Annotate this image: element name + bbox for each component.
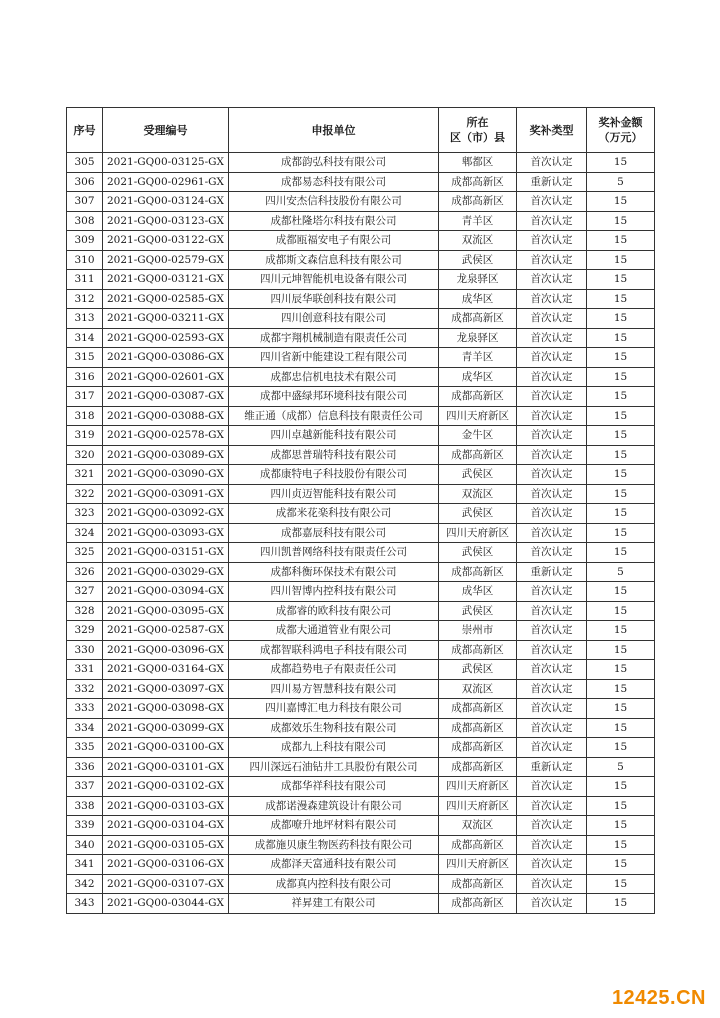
cell-unit: 四川卓越新能科技有限公司	[229, 426, 439, 446]
cell-seq: 326	[67, 562, 103, 582]
cell-amount: 15	[587, 250, 655, 270]
cell-district: 成都高新区	[439, 445, 517, 465]
cell-district: 四川天府新区	[439, 777, 517, 797]
cell-unit: 成都杜隆塔尔科技有限公司	[229, 211, 439, 231]
cell-seq: 337	[67, 777, 103, 797]
cell-district: 武侯区	[439, 465, 517, 485]
cell-unit: 成都易态科技有限公司	[229, 172, 439, 192]
table-row	[67, 153, 655, 173]
table-row	[67, 562, 655, 582]
cell-district: 武侯区	[439, 250, 517, 270]
cell-amount: 15	[587, 309, 655, 329]
cell-type: 首次认定	[517, 894, 587, 914]
cell-seq: 321	[67, 465, 103, 485]
cell-type: 首次认定	[517, 328, 587, 348]
cell-accept-no: 2021-GQ00-02961-GX	[103, 172, 229, 192]
cell-seq: 324	[67, 523, 103, 543]
table-row	[67, 250, 655, 270]
cell-unit: 四川智博内控科技有限公司	[229, 582, 439, 602]
cell-district: 四川天府新区	[439, 523, 517, 543]
table-row	[67, 621, 655, 641]
cell-accept-no: 2021-GQ00-03089-GX	[103, 445, 229, 465]
cell-unit: 四川易方智慧科技有限公司	[229, 679, 439, 699]
table-row	[67, 172, 655, 192]
cell-district: 成华区	[439, 582, 517, 602]
cell-type: 首次认定	[517, 211, 587, 231]
header-amount-line2: （万元）	[598, 131, 643, 144]
cell-amount: 15	[587, 543, 655, 563]
cell-district: 武侯区	[439, 543, 517, 563]
cell-accept-no: 2021-GQ00-03164-GX	[103, 660, 229, 680]
table-row	[67, 543, 655, 563]
cell-accept-no: 2021-GQ00-03125-GX	[103, 153, 229, 173]
cell-type: 首次认定	[517, 309, 587, 329]
cell-type: 重新认定	[517, 172, 587, 192]
table-row	[67, 796, 655, 816]
cell-type: 首次认定	[517, 426, 587, 446]
cell-amount: 15	[587, 211, 655, 231]
cell-seq: 338	[67, 796, 103, 816]
cell-seq: 309	[67, 231, 103, 251]
cell-district: 武侯区	[439, 660, 517, 680]
cell-district: 成都高新区	[439, 757, 517, 777]
cell-type: 首次认定	[517, 621, 587, 641]
cell-accept-no: 2021-GQ00-03105-GX	[103, 835, 229, 855]
cell-accept-no: 2021-GQ00-03106-GX	[103, 855, 229, 875]
cell-seq: 320	[67, 445, 103, 465]
cell-amount: 15	[587, 621, 655, 641]
cell-seq: 314	[67, 328, 103, 348]
cell-unit: 祥昇建工有限公司	[229, 894, 439, 914]
cell-seq: 325	[67, 543, 103, 563]
cell-amount: 15	[587, 445, 655, 465]
cell-seq: 329	[67, 621, 103, 641]
cell-amount: 5	[587, 562, 655, 582]
cell-district: 郫都区	[439, 153, 517, 173]
cell-seq: 335	[67, 738, 103, 758]
cell-seq: 310	[67, 250, 103, 270]
cell-seq: 307	[67, 192, 103, 212]
cell-district: 成都高新区	[439, 874, 517, 894]
table-row	[67, 874, 655, 894]
cell-seq: 327	[67, 582, 103, 602]
cell-amount: 15	[587, 523, 655, 543]
cell-seq: 334	[67, 718, 103, 738]
table-row	[67, 289, 655, 309]
cell-seq: 312	[67, 289, 103, 309]
cell-amount: 5	[587, 757, 655, 777]
cell-district: 青羊区	[439, 348, 517, 368]
cell-type: 首次认定	[517, 484, 587, 504]
cell-amount: 15	[587, 640, 655, 660]
cell-seq: 308	[67, 211, 103, 231]
cell-type: 首次认定	[517, 777, 587, 797]
cell-type: 首次认定	[517, 504, 587, 524]
table-row	[67, 270, 655, 290]
table-header-row	[67, 108, 655, 153]
cell-district: 成都高新区	[439, 192, 517, 212]
cell-accept-no: 2021-GQ00-02578-GX	[103, 426, 229, 446]
cell-unit: 成都效乐生物科技有限公司	[229, 718, 439, 738]
cell-unit: 成都韵弘科技有限公司	[229, 153, 439, 173]
cell-unit: 四川辰华联创科技有限公司	[229, 289, 439, 309]
cell-unit: 成都华祥科技有限公司	[229, 777, 439, 797]
cell-district: 四川天府新区	[439, 796, 517, 816]
cell-unit: 成都睿的欧科技有限公司	[229, 601, 439, 621]
cell-unit: 成都宇翔机械制造有限责任公司	[229, 328, 439, 348]
cell-unit: 四川贞迈智能科技有限公司	[229, 484, 439, 504]
cell-amount: 15	[587, 738, 655, 758]
cell-amount: 15	[587, 231, 655, 251]
cell-type: 首次认定	[517, 387, 587, 407]
cell-amount: 15	[587, 153, 655, 173]
cell-seq: 330	[67, 640, 103, 660]
cell-unit: 四川安杰信科技股份有限公司	[229, 192, 439, 212]
cell-seq: 316	[67, 367, 103, 387]
cell-type: 首次认定	[517, 640, 587, 660]
cell-amount: 15	[587, 816, 655, 836]
table-row	[67, 367, 655, 387]
cell-accept-no: 2021-GQ00-03093-GX	[103, 523, 229, 543]
cell-unit: 成都趋势电子有限责任公司	[229, 660, 439, 680]
cell-amount: 15	[587, 192, 655, 212]
cell-seq: 336	[67, 757, 103, 777]
cell-unit: 四川元坤智能机电设备有限公司	[229, 270, 439, 290]
table-row	[67, 855, 655, 875]
cell-district: 四川天府新区	[439, 855, 517, 875]
cell-district: 成都高新区	[439, 309, 517, 329]
cell-accept-no: 2021-GQ00-02585-GX	[103, 289, 229, 309]
cell-seq: 343	[67, 894, 103, 914]
table-row	[67, 387, 655, 407]
cell-district: 成都高新区	[439, 172, 517, 192]
cell-accept-no: 2021-GQ00-03088-GX	[103, 406, 229, 426]
table-row	[67, 601, 655, 621]
cell-accept-no: 2021-GQ00-02579-GX	[103, 250, 229, 270]
cell-amount: 15	[587, 894, 655, 914]
cell-accept-no: 2021-GQ00-03107-GX	[103, 874, 229, 894]
cell-amount: 15	[587, 874, 655, 894]
table-row	[67, 757, 655, 777]
table-row	[67, 445, 655, 465]
cell-unit: 维正通（成都）信息科技有限责任公司	[229, 406, 439, 426]
cell-type: 重新认定	[517, 562, 587, 582]
cell-type: 首次认定	[517, 835, 587, 855]
cell-seq: 317	[67, 387, 103, 407]
cell-district: 双流区	[439, 679, 517, 699]
cell-accept-no: 2021-GQ00-03121-GX	[103, 270, 229, 290]
cell-accept-no: 2021-GQ00-03044-GX	[103, 894, 229, 914]
cell-district: 成都高新区	[439, 894, 517, 914]
cell-type: 首次认定	[517, 816, 587, 836]
header-district	[439, 108, 517, 153]
cell-unit: 成都瓯福安电子有限公司	[229, 231, 439, 251]
cell-type: 首次认定	[517, 231, 587, 251]
cell-district: 成都高新区	[439, 718, 517, 738]
cell-amount: 15	[587, 426, 655, 446]
cell-district: 龙泉驿区	[439, 328, 517, 348]
cell-amount: 15	[587, 601, 655, 621]
header-accept-no: 受理编号	[103, 108, 229, 153]
header-type: 奖补类型	[517, 108, 587, 153]
cell-district: 成华区	[439, 289, 517, 309]
table-row	[67, 660, 655, 680]
table-row	[67, 192, 655, 212]
cell-amount: 15	[587, 406, 655, 426]
cell-accept-no: 2021-GQ00-03151-GX	[103, 543, 229, 563]
cell-type: 首次认定	[517, 874, 587, 894]
cell-district: 崇州市	[439, 621, 517, 641]
cell-type: 首次认定	[517, 465, 587, 485]
table-row	[67, 406, 655, 426]
cell-district: 成都高新区	[439, 699, 517, 719]
cell-type: 首次认定	[517, 406, 587, 426]
table-row	[67, 211, 655, 231]
table-row	[67, 816, 655, 836]
cell-accept-no: 2021-GQ00-03100-GX	[103, 738, 229, 758]
table-row	[67, 348, 655, 368]
cell-unit: 成都思普瑞特科技有限公司	[229, 445, 439, 465]
cell-district: 双流区	[439, 484, 517, 504]
cell-accept-no: 2021-GQ00-03124-GX	[103, 192, 229, 212]
table-row	[67, 465, 655, 485]
cell-seq: 313	[67, 309, 103, 329]
cell-amount: 15	[587, 348, 655, 368]
table-row	[67, 894, 655, 914]
cell-unit: 成都嘹升地坪材料有限公司	[229, 816, 439, 836]
cell-district: 成都高新区	[439, 640, 517, 660]
header-seq: 序号	[67, 108, 103, 153]
cell-amount: 15	[587, 504, 655, 524]
cell-amount: 15	[587, 660, 655, 680]
cell-unit: 成都中盛绿邦环境科技有限公司	[229, 387, 439, 407]
cell-accept-no: 2021-GQ00-03103-GX	[103, 796, 229, 816]
table-row	[67, 328, 655, 348]
cell-accept-no: 2021-GQ00-03092-GX	[103, 504, 229, 524]
cell-district: 成华区	[439, 367, 517, 387]
cell-type: 首次认定	[517, 192, 587, 212]
cell-unit: 成都嘉辰科技有限公司	[229, 523, 439, 543]
cell-seq: 319	[67, 426, 103, 446]
cell-unit: 四川省新中能建设工程有限公司	[229, 348, 439, 368]
cell-unit: 四川创意科技有限公司	[229, 309, 439, 329]
cell-type: 首次认定	[517, 582, 587, 602]
cell-type: 首次认定	[517, 270, 587, 290]
table-row	[67, 640, 655, 660]
cell-amount: 15	[587, 796, 655, 816]
cell-seq: 332	[67, 679, 103, 699]
cell-accept-no: 2021-GQ00-03087-GX	[103, 387, 229, 407]
cell-seq: 305	[67, 153, 103, 173]
cell-district: 双流区	[439, 231, 517, 251]
cell-unit: 成都科衡环保技术有限公司	[229, 562, 439, 582]
cell-unit: 成都泽天富通科技有限公司	[229, 855, 439, 875]
table-row	[67, 484, 655, 504]
cell-unit: 成都智联科鸿电子科技有限公司	[229, 640, 439, 660]
cell-seq: 315	[67, 348, 103, 368]
cell-accept-no: 2021-GQ00-03086-GX	[103, 348, 229, 368]
cell-unit: 成都真内控科技有限公司	[229, 874, 439, 894]
cell-district: 四川天府新区	[439, 406, 517, 426]
cell-seq: 323	[67, 504, 103, 524]
cell-type: 首次认定	[517, 699, 587, 719]
cell-seq: 306	[67, 172, 103, 192]
cell-district: 成都高新区	[439, 387, 517, 407]
cell-type: 首次认定	[517, 153, 587, 173]
cell-amount: 15	[587, 679, 655, 699]
cell-type: 首次认定	[517, 523, 587, 543]
cell-amount: 15	[587, 367, 655, 387]
table-row	[67, 718, 655, 738]
cell-district: 成都高新区	[439, 562, 517, 582]
cell-type: 首次认定	[517, 718, 587, 738]
cell-seq: 331	[67, 660, 103, 680]
cell-unit: 成都九上科技有限公司	[229, 738, 439, 758]
cell-seq: 318	[67, 406, 103, 426]
cell-type: 首次认定	[517, 679, 587, 699]
cell-accept-no: 2021-GQ00-02601-GX	[103, 367, 229, 387]
header-district-line2: 区（市）县	[450, 131, 505, 144]
cell-seq: 339	[67, 816, 103, 836]
cell-accept-no: 2021-GQ00-03091-GX	[103, 484, 229, 504]
cell-accept-no: 2021-GQ00-03104-GX	[103, 816, 229, 836]
header-amount	[587, 108, 655, 153]
cell-unit: 成都大通道管业有限公司	[229, 621, 439, 641]
cell-unit: 成都康特电子科技股份有限公司	[229, 465, 439, 485]
table-body	[67, 153, 655, 914]
cell-amount: 15	[587, 718, 655, 738]
table-row	[67, 231, 655, 251]
cell-accept-no: 2021-GQ00-03123-GX	[103, 211, 229, 231]
cell-unit: 成都忠信机电技术有限公司	[229, 367, 439, 387]
cell-seq: 328	[67, 601, 103, 621]
cell-amount: 15	[587, 484, 655, 504]
cell-unit: 成都米花楽科技有限公司	[229, 504, 439, 524]
cell-type: 首次认定	[517, 348, 587, 368]
table-row	[67, 777, 655, 797]
cell-accept-no: 2021-GQ00-03101-GX	[103, 757, 229, 777]
cell-unit: 四川深远石油钻井工具股份有限公司	[229, 757, 439, 777]
cell-unit: 四川嘉博汇电力科技有限公司	[229, 699, 439, 719]
cell-type: 首次认定	[517, 289, 587, 309]
header-district-line1: 所在	[466, 116, 489, 129]
table-row	[67, 835, 655, 855]
cell-accept-no: 2021-GQ00-03094-GX	[103, 582, 229, 602]
cell-type: 首次认定	[517, 445, 587, 465]
table-row	[67, 582, 655, 602]
cell-accept-no: 2021-GQ00-03090-GX	[103, 465, 229, 485]
cell-type: 首次认定	[517, 250, 587, 270]
cell-district: 金牛区	[439, 426, 517, 446]
cell-accept-no: 2021-GQ00-03098-GX	[103, 699, 229, 719]
cell-amount: 15	[587, 699, 655, 719]
cell-district: 青羊区	[439, 211, 517, 231]
cell-amount: 15	[587, 289, 655, 309]
cell-type: 首次认定	[517, 660, 587, 680]
cell-accept-no: 2021-GQ00-02587-GX	[103, 621, 229, 641]
cell-seq: 341	[67, 855, 103, 875]
cell-type: 首次认定	[517, 367, 587, 387]
cell-seq: 342	[67, 874, 103, 894]
cell-type: 重新认定	[517, 757, 587, 777]
cell-accept-no: 2021-GQ00-03097-GX	[103, 679, 229, 699]
cell-accept-no: 2021-GQ00-03099-GX	[103, 718, 229, 738]
cell-seq: 322	[67, 484, 103, 504]
cell-district: 成都高新区	[439, 738, 517, 758]
cell-type: 首次认定	[517, 543, 587, 563]
cell-accept-no: 2021-GQ00-02593-GX	[103, 328, 229, 348]
cell-amount: 15	[587, 465, 655, 485]
cell-accept-no: 2021-GQ00-03029-GX	[103, 562, 229, 582]
table-row	[67, 309, 655, 329]
cell-district: 武侯区	[439, 504, 517, 524]
cell-seq: 311	[67, 270, 103, 290]
site-watermark: 12425.CN	[611, 987, 706, 1009]
cell-amount: 15	[587, 328, 655, 348]
cell-district: 武侯区	[439, 601, 517, 621]
cell-amount: 15	[587, 582, 655, 602]
cell-amount: 15	[587, 855, 655, 875]
cell-seq: 333	[67, 699, 103, 719]
table-row	[67, 504, 655, 524]
table-row	[67, 699, 655, 719]
table-row	[67, 679, 655, 699]
cell-district: 龙泉驿区	[439, 270, 517, 290]
cell-type: 首次认定	[517, 855, 587, 875]
cell-unit: 成都斯文森信息科技有限公司	[229, 250, 439, 270]
cell-amount: 5	[587, 172, 655, 192]
cell-type: 首次认定	[517, 738, 587, 758]
cell-seq: 340	[67, 835, 103, 855]
cell-amount: 15	[587, 387, 655, 407]
cell-type: 首次认定	[517, 796, 587, 816]
cell-accept-no: 2021-GQ00-03102-GX	[103, 777, 229, 797]
cell-unit: 成都诺漫森建筑设计有限公司	[229, 796, 439, 816]
cell-amount: 15	[587, 835, 655, 855]
table-row	[67, 738, 655, 758]
cell-type: 首次认定	[517, 601, 587, 621]
cell-accept-no: 2021-GQ00-03211-GX	[103, 309, 229, 329]
cell-unit: 四川凯普网络科技有限责任公司	[229, 543, 439, 563]
cell-amount: 15	[587, 270, 655, 290]
cell-district: 双流区	[439, 816, 517, 836]
cell-accept-no: 2021-GQ00-03096-GX	[103, 640, 229, 660]
cell-accept-no: 2021-GQ00-03122-GX	[103, 231, 229, 251]
table-row	[67, 523, 655, 543]
cell-unit: 成都施贝康生物医药科技有限公司	[229, 835, 439, 855]
header-unit: 申报单位	[229, 108, 439, 153]
cell-amount: 15	[587, 777, 655, 797]
table-row	[67, 426, 655, 446]
cell-accept-no: 2021-GQ00-03095-GX	[103, 601, 229, 621]
award-table	[66, 107, 655, 914]
header-amount-line1: 奖补金额	[598, 116, 643, 129]
cell-district: 成都高新区	[439, 835, 517, 855]
